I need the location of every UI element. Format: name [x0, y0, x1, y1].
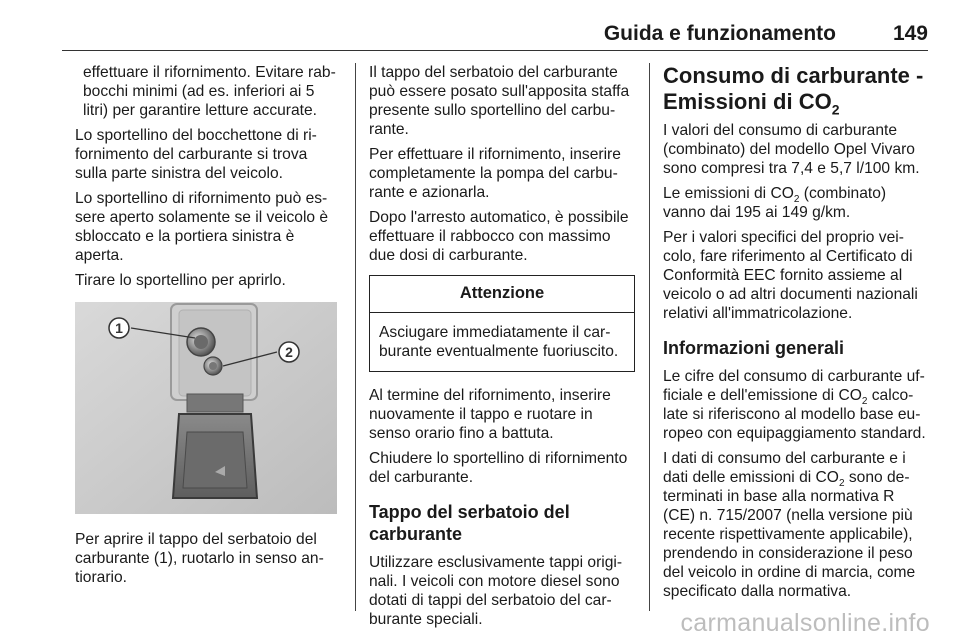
paragraph: Per effettuare il rifornimento, inserire completamente la pompa del carburante e azionarla. — [369, 146, 621, 201]
subscript: 2 — [838, 478, 845, 490]
text-run: sono determinati in base alla normativa R (CE) n. 715/2007 (nella versione più recente rispettivamente applicabile), prendendo in considerazione il peso del veicolo in ordine di marcia, come specificato dalla normativa. — [663, 469, 916, 600]
section-title: Guida e funzionamento — [603, 22, 836, 45]
text-run: (combinato) vanno dai 195 ai 149 g/km. — [663, 185, 887, 221]
column-left — [75, 63, 343, 593]
heading-subscript: 2 — [831, 101, 840, 118]
paragraph — [663, 449, 928, 601]
warning-box — [369, 275, 635, 372]
page-number: 149 — [892, 22, 928, 45]
column-divider — [355, 63, 356, 611]
fuel-door-illustration — [75, 302, 337, 514]
paragraph: I valori del consumo di carburante (combinato) del modello Opel Vivaro sono compresi tra 7,4 e 5,7 l/100 km. — [663, 122, 920, 177]
paragraph: Utilizzare esclusivamente tappi originali. I veicoli con motore diesel sono dotati di tappi del serbatoio del carburante speciali. — [369, 554, 623, 628]
paragraph: Per aprire il tappo del serbatoio del carburante (1), ruotarlo in senso antiorario. — [75, 531, 324, 586]
subheading: Tappo del serbatoio del carburante — [369, 502, 570, 544]
paragraph: Per i valori specifici del proprio veicolo, fare riferimento al Certificato di Conformità EEC fornito assieme al veicolo o ad altri documenti nazionali relativi all'immatricolazione. — [663, 229, 918, 322]
text-run: Le emissioni di CO — [663, 185, 794, 202]
callout-2-label: 2 — [285, 344, 293, 360]
paragraph: Lo sportellino del bocchettone di rifornimento del carburante si trova sulla parte sinistra del veicolo. — [75, 127, 317, 182]
page-header — [62, 0, 928, 51]
text-run: calcolate si riferiscono al modello base europeo con equipaggiamento standard. — [663, 387, 926, 442]
section-heading — [663, 63, 928, 118]
callout-1-label: 1 — [115, 320, 123, 336]
text-run: Le cifre del consumo di carburante ufficiale e dell'emissione di CO — [663, 368, 925, 404]
subscript: 2 — [793, 194, 800, 206]
paragraph: Dopo l'arresto automatico, è possibile effettuare il rabbocco con massimo due dosi di carburante. — [369, 209, 629, 264]
column-right — [663, 63, 928, 607]
heading-text: Consumo di carburante - Emissioni di CO — [663, 63, 924, 114]
paragraph: Lo sportellino di rifornimento può essere aperto solamente se il veicolo è sbloccato e la portiera sinistra è aperta. — [75, 190, 329, 264]
watermark: carmanualsonline.info — [680, 609, 930, 637]
warning-text: Asciugare immediatamente il carburante eventualmente fuoriuscito. — [379, 324, 619, 360]
paragraph — [663, 367, 928, 443]
paragraph — [663, 184, 928, 222]
paragraph: Il tappo del serbatoio del carburante può essere posato sull'apposita staffa presente sullo sportellino del carburante. — [369, 64, 630, 138]
subscript: 2 — [861, 396, 868, 408]
paragraph: Al termine del rifornimento, inserire nuovamente il tappo e ruotare in senso orario fino a battuta. — [369, 387, 611, 442]
paragraph: effettuare il rifornimento. Evitare rabbocchi minimi (ad es. inferiori ai 5 litri) per garantire letture accurate. — [83, 64, 336, 119]
fuel-door-drawing — [75, 302, 337, 514]
paragraph: Tirare lo sportellino per aprirlo. — [75, 272, 286, 289]
column-divider — [649, 63, 650, 611]
paragraph: Chiudere lo sportellino di rifornimento del carburante. — [369, 450, 628, 486]
column-middle — [369, 63, 635, 635]
subheading: Informazioni generali — [663, 338, 845, 358]
text-run: I dati di consumo del carburante e i dati delle emissioni di CO — [663, 450, 906, 486]
warning-title: Attenzione — [370, 276, 634, 313]
